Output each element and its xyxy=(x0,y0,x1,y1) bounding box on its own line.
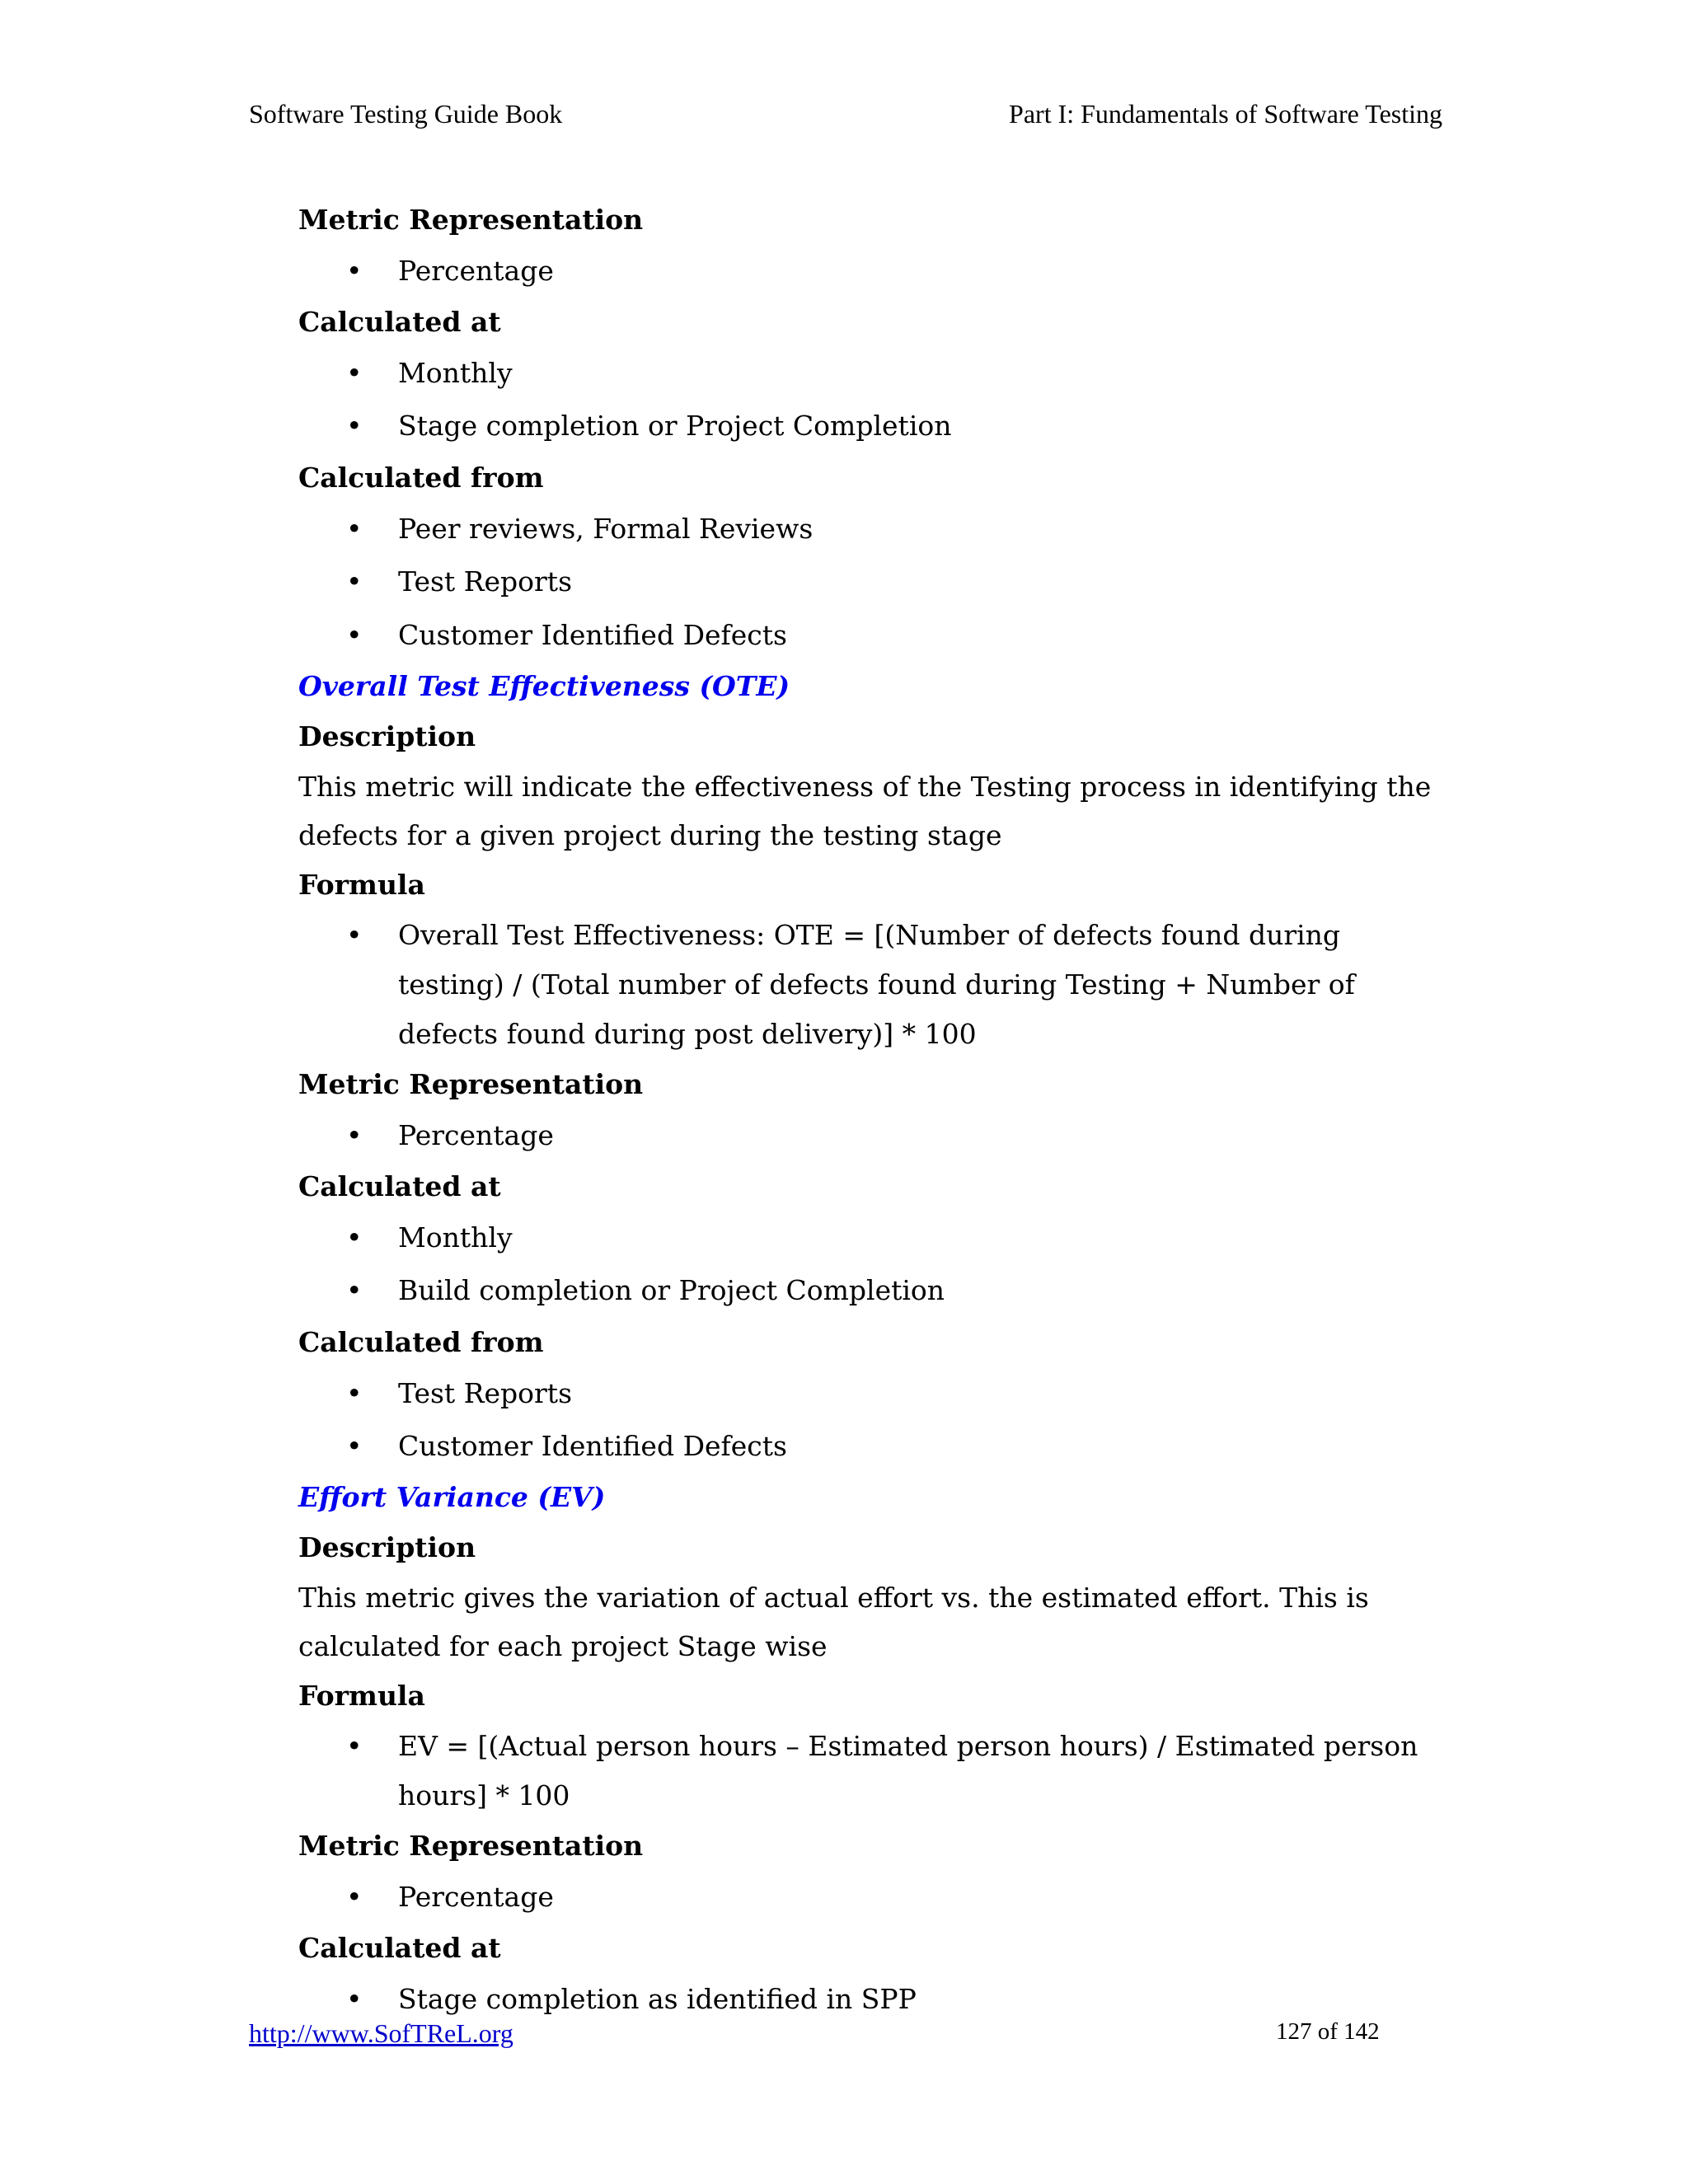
description-text: This metric will indicate the effectiveness of the Testing process in identifying the defects for a given project during the testing stage xyxy=(298,771,1432,851)
calculated-at-label: Calculated at xyxy=(298,1932,501,1964)
list-item: • Customer Identified Defects xyxy=(298,608,1452,662)
header-book-title: Software Testing Guide Book xyxy=(249,99,563,129)
metric-representation-label: Metric Representation xyxy=(298,204,644,236)
formula-label: Formula xyxy=(298,1680,425,1712)
description-label: Description xyxy=(298,1531,476,1563)
formula-label: Formula xyxy=(298,869,425,901)
list-item: • Test Reports xyxy=(298,1368,1452,1419)
list-item: • Percentage xyxy=(298,1872,1452,1923)
formula-item: • Overall Test Effectiveness: OTE = [(Number of defects found during testing) / (Total number of defects found during Testing + Number of defects found during post delivery)] * 100 xyxy=(298,911,1452,1059)
page-content xyxy=(298,194,1452,2025)
metric-representation-label: Metric Representation xyxy=(298,1830,644,1862)
list-item: • Stage completion as identified in SPP xyxy=(298,1974,1452,2025)
list-item: • Build completion or Project Completion xyxy=(298,1263,1452,1317)
description-text: This metric gives the variation of actual effort vs. the estimated effort. This is calculated for each project Stage wise xyxy=(298,1582,1369,1662)
list-item: • Percentage xyxy=(298,246,1452,297)
list-item: • Monthly xyxy=(298,1212,1452,1263)
list-item: • Peer reviews, Formal Reviews xyxy=(298,504,1452,555)
metric-representation-label: Metric Representation xyxy=(298,1068,644,1100)
calculated-at-label: Calculated at xyxy=(298,306,501,338)
formula-item: • EV = [(Actual person hours – Estimated person hours) / Estimated person hours] * 100 xyxy=(298,1722,1452,1821)
list-item: • Monthly xyxy=(298,348,1452,399)
section-heading-ev: Effort Variance (EV) xyxy=(298,1481,606,1513)
calculated-at-label: Calculated at xyxy=(298,1170,501,1202)
section-heading-ote: Overall Test Effectiveness (OTE) xyxy=(298,670,790,702)
list-item: • Customer Identified Defects xyxy=(298,1419,1452,1473)
list-item: • Percentage xyxy=(298,1110,1452,1161)
list-item: • Stage completion or Project Completion xyxy=(298,399,1452,452)
page-number: 127 of 142 xyxy=(1276,2018,1380,2045)
calculated-from-label: Calculated from xyxy=(298,462,544,494)
description-label: Description xyxy=(298,720,476,752)
calculated-from-label: Calculated from xyxy=(298,1326,544,1358)
list-item: • Test Reports xyxy=(298,555,1452,608)
header-part-title: Part I: Fundamentals of Software Testing xyxy=(1009,99,1442,129)
footer-website-link[interactable]: http://www.SofTReL.org xyxy=(249,2018,513,2048)
